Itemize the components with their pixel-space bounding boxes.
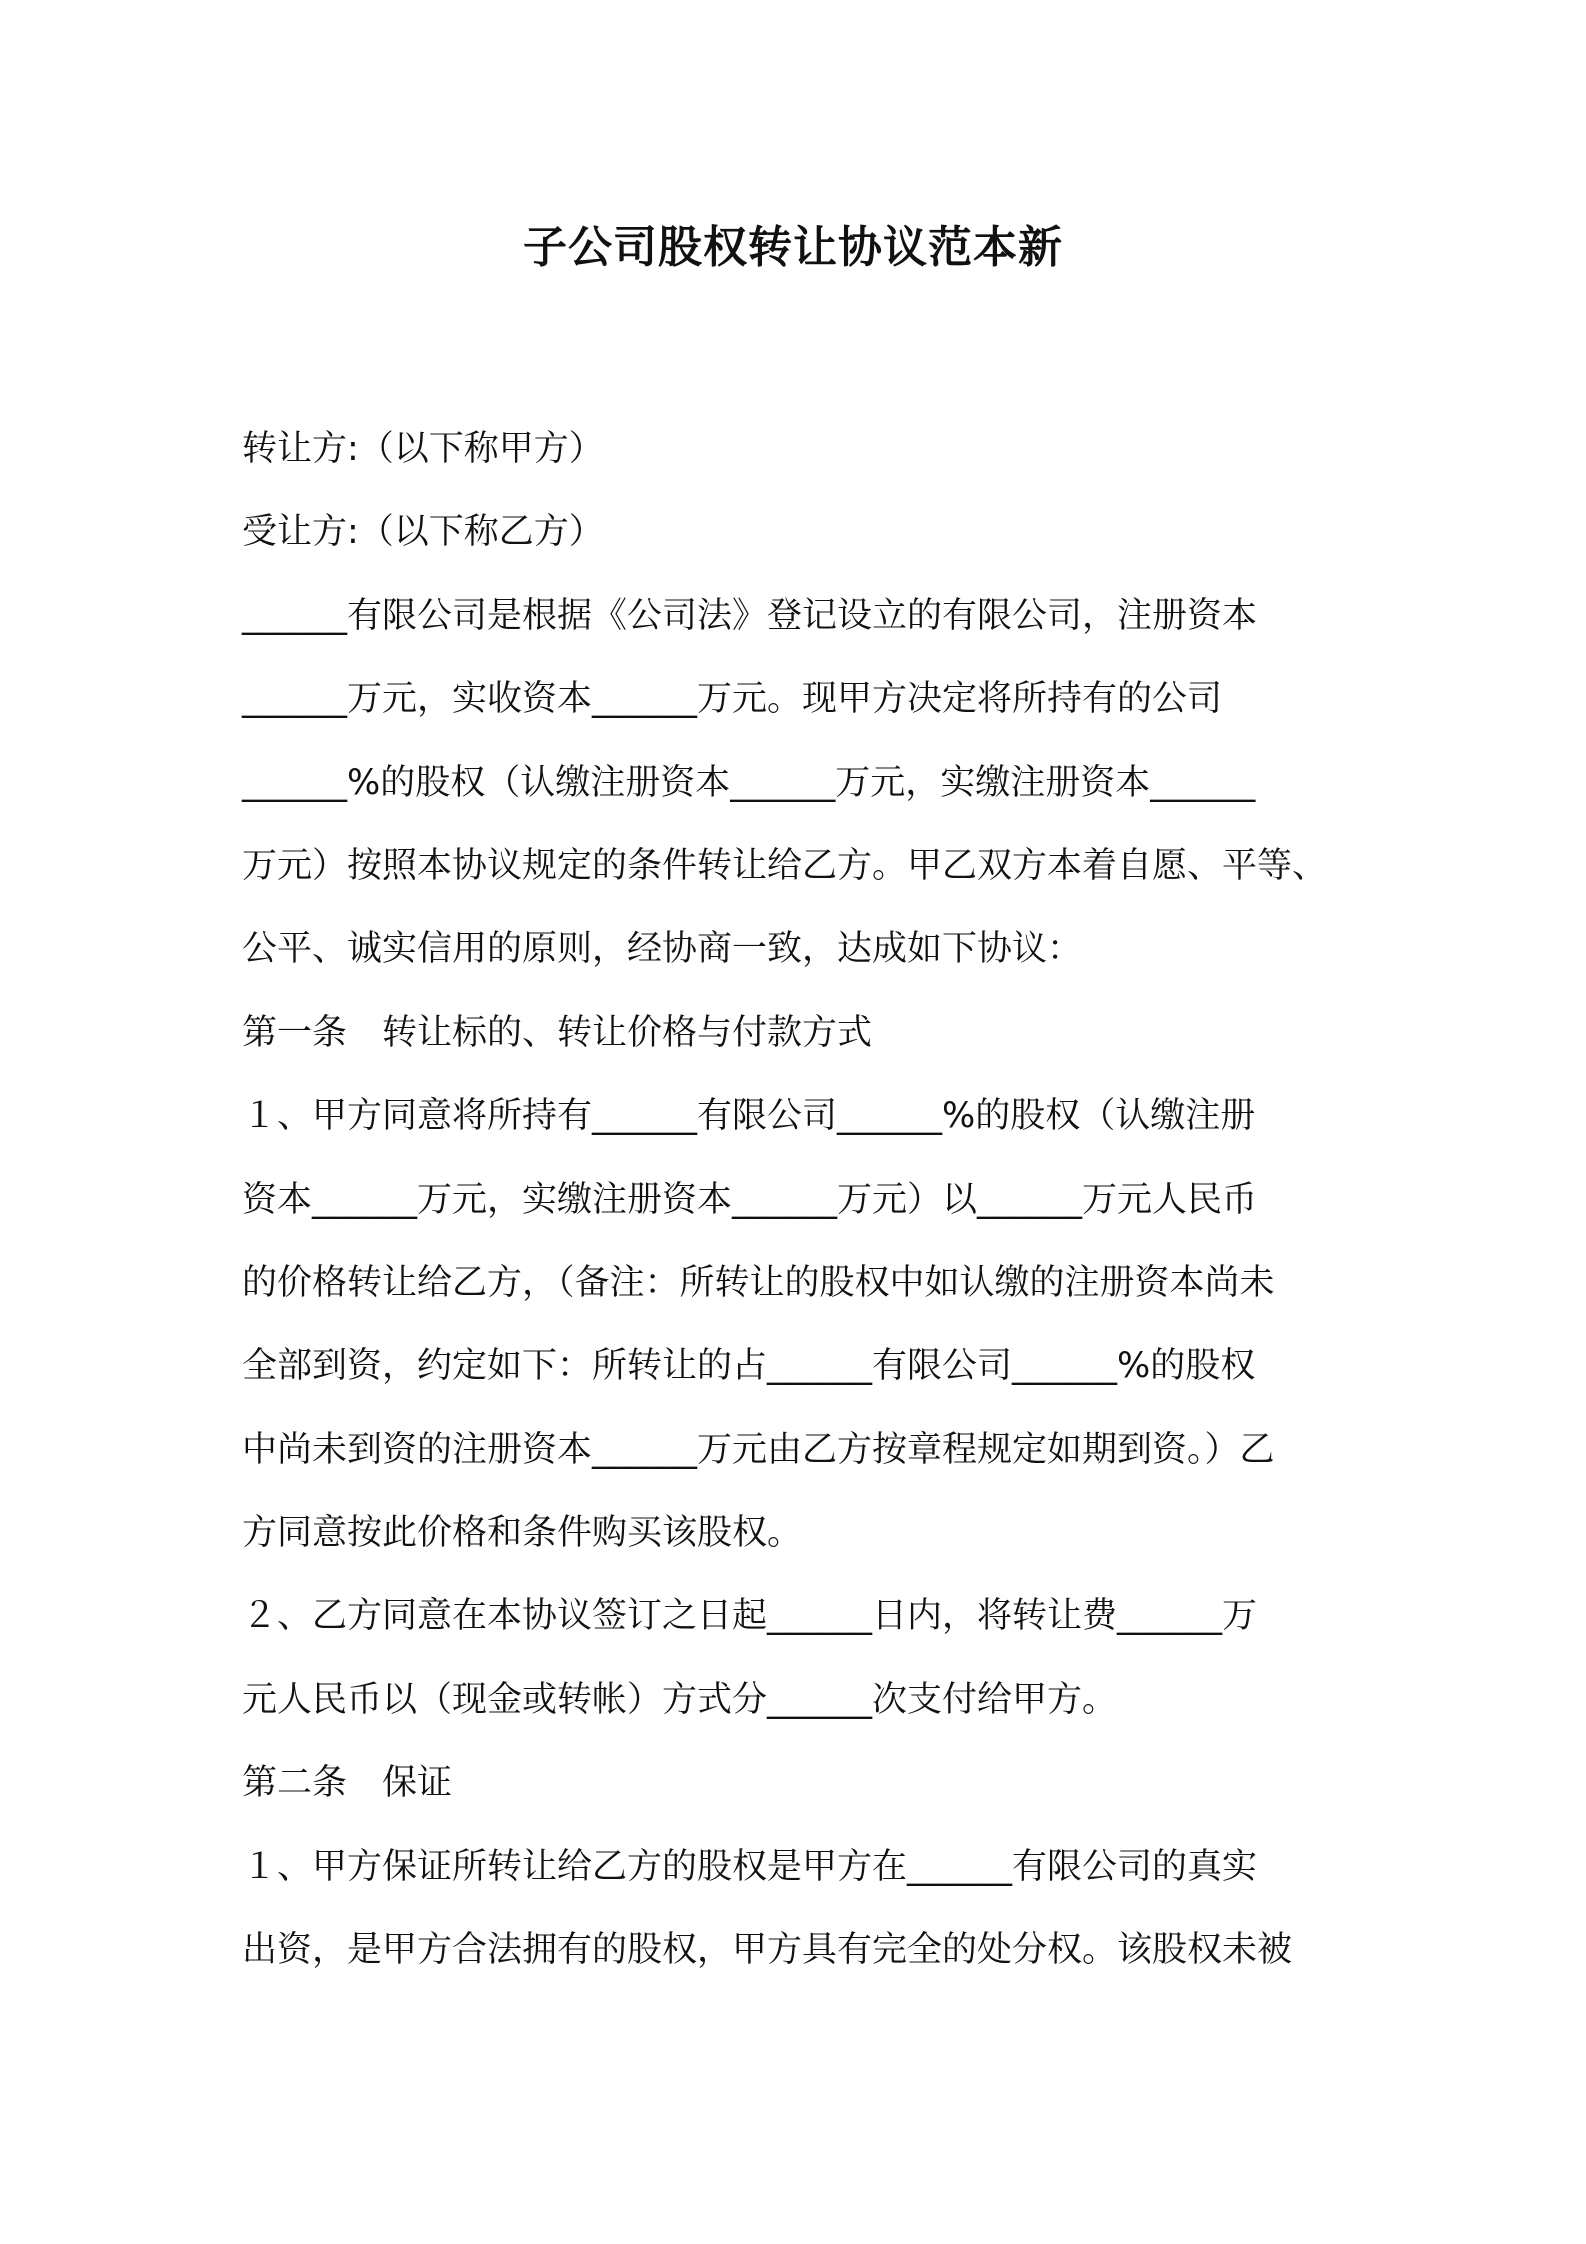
transferor-line: 转让方:（以下称甲方） — [242, 429, 604, 469]
paragraph-line: 中尚未到资的注册资本______万元由乙方按章程规定如期到资。）乙 — [242, 1429, 1275, 1470]
paragraph-line: 全部到资，约定如下：所转让的占______有限公司______%的股权 — [242, 1346, 1256, 1387]
article-heading: 第一条 转让标的、转让价格与付款方式 — [242, 1012, 873, 1053]
document-body — [242, 408, 1352, 1992]
paragraph-line: 公平、诚实信用的原则，经协商一致，达成如下协议： — [242, 929, 1083, 970]
transferee-line: 受让方:（以下称乙方） — [242, 512, 604, 553]
document-title: 子公司股权转让协议范本新 — [523, 222, 1063, 273]
paragraph-line: １、甲方保证所转让给乙方的股权是甲方在______有限公司的真实 — [242, 1846, 1258, 1887]
paragraph-line: 的价格转让给乙方，（备注：所转让的股权中如认缴的注册资本尚未 — [242, 1262, 1275, 1303]
paragraph-line: ______%的股权（认缴注册资本______万元，实缴注册资本______ — [242, 762, 1256, 803]
paragraph-line: １、甲方同意将所持有______有限公司______%的股权（认缴注册 — [242, 1096, 1256, 1137]
article-heading: 第二条 保证 — [242, 1763, 453, 1804]
paragraph-line: 方同意按此价格和条件购买该股权。 — [242, 1513, 803, 1554]
paragraph-line: 元人民币以（现金或转帐）方式分______次支付给甲方。 — [242, 1679, 1118, 1720]
paragraph-line: 万元）按照本协议规定的条件转让给乙方。甲乙双方本着自愿、平等、 — [242, 845, 1328, 886]
paragraph-line: ______有限公司是根据《公司法》登记设立的有限公司，注册资本 — [242, 595, 1258, 636]
paragraph-line: 资本______万元，实缴注册资本______万元）以______万元人民币 — [242, 1179, 1258, 1220]
paragraph-line: ２、乙方同意在本协议签订之日起______日内，将转让费______万 — [242, 1596, 1258, 1637]
paragraph-line: 出资，是甲方合法拥有的股权，甲方具有完全的处分权。该股权未被 — [242, 1930, 1293, 1971]
paragraph-line: ______万元，实收资本______万元。现甲方决定将所持有的公司 — [242, 679, 1223, 720]
